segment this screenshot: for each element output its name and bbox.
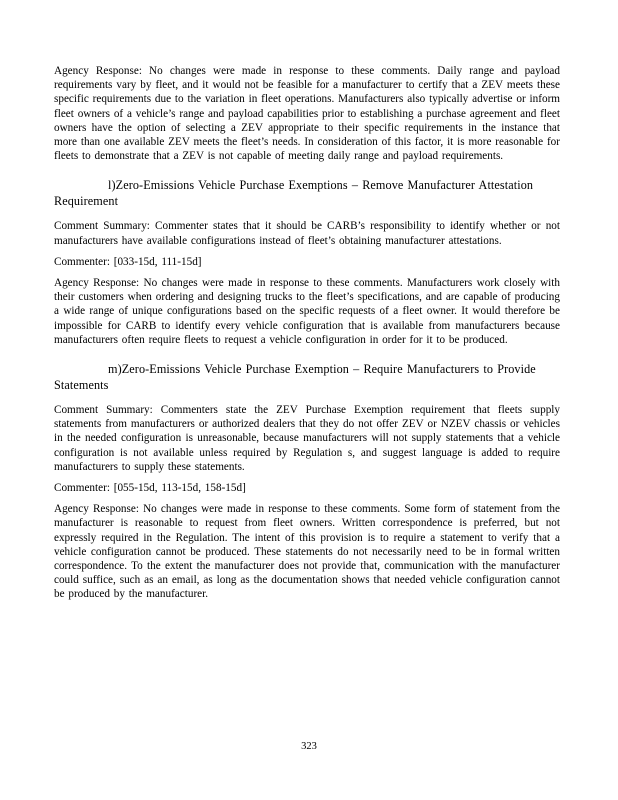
page-number: 323 bbox=[301, 741, 317, 752]
agency-response-paragraph: Agency Response: No changes were made in response to these comments. Manufacturers work closely with their customers when ordering and designing trucks to the fleet’s specifications, and are capable of producing a wide range of unique configurations based on the specific requests of a fleet owner. It would therefore be impossible for CARB to identify every vehicle configuration that is available from manufacturers because manufacturers often require fleets to request a vehicle configuration in order for it to be produced. bbox=[54, 277, 560, 346]
commenter-line: Commenter: [055-15d, 113-15d, 158-15d] bbox=[54, 482, 246, 495]
comment-summary-paragraph: Comment Summary: Commenters state the ZEV Purchase Exemption requirement that fleets supply statements from manufacturers or authorized dealers that they do not offer ZEV or NZEV chassis or vehicles in the needed configuration is unreasonable, because manufacturers will not supply statements that a vehicle configuration is not available unless required by Regulation s, and suggest language is added to require manufacturers to supply these statements. bbox=[54, 404, 560, 473]
section-heading-m: m)Zero-Emissions Vehicle Purchase Exemption – Require Manufacturers to Provide Statements bbox=[54, 362, 536, 393]
agency-response-paragraph: Agency Response: No changes were made in response to these comments. Daily range and payload requirements vary by fleet, and it would not be feasible for a manufacturer to certify that a ZEV meets these specific requirements due to the variation in fleet operations. Manufacturers also typically advertise or inform fleet owners of a vehicle’s range and payload capabilities prior to establishing a purchase agreement and fleet owners have the option of selecting a ZEV appropriate to their specific requirements in the instance that more than one available ZEV meets the fleet’s needs. In consideration of this factor, it is more reasonable for fleets to demonstrate that a ZEV is not capable of meeting daily range and payload requirements. bbox=[54, 65, 560, 163]
comment-summary-paragraph: Comment Summary: Commenter states that it should be CARB’s responsibility to identify whether or not manufacturers have available configurations instead of fleet’s obtaining manufacturer attestations. bbox=[54, 220, 560, 247]
commenter-line: Commenter: [033-15d, 111-15d] bbox=[54, 255, 202, 268]
section-heading-l: l)Zero-Emissions Vehicle Purchase Exemptions – Remove Manufacturer Attestation Requirement bbox=[54, 178, 534, 209]
agency-response-paragraph: Agency Response: No changes were made in response to these comments. Some form of statement from the manufacturer is reasonable to request from fleet owners. Written correspondence is preferred, but not expressly required in the Regulation. The intent of this provision is to require a statement to verify that a vehicle configuration cannot be produced. These statements do not necessarily need to be in formal written correspondence. To the extent the manufacturer does not provide that, communication with the manufacturer could suffice, such as an email, as long as the documentation shows that needed vehicle configuration cannot be produced by the manufacturer. bbox=[54, 503, 560, 601]
document-page bbox=[54, 64, 560, 602]
